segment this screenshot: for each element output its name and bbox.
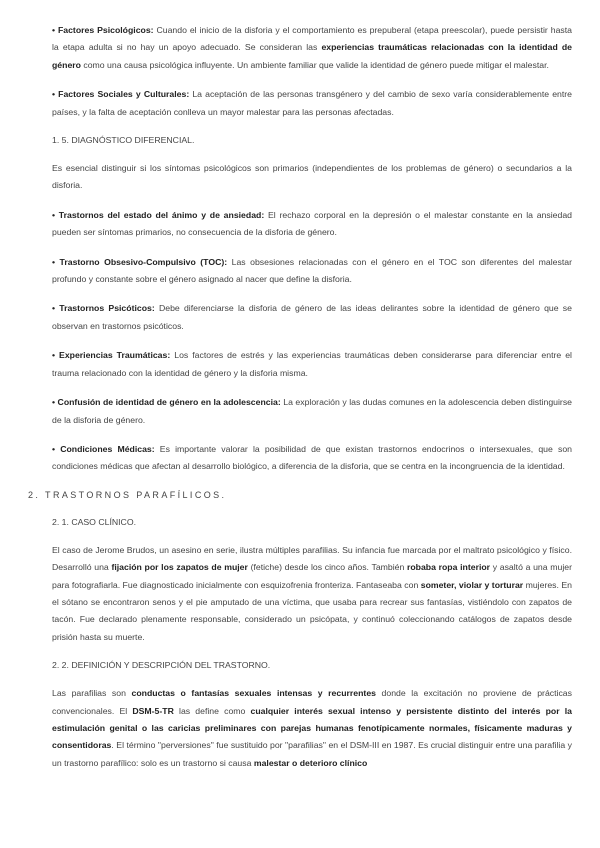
text-run: (fetiche) desde los cinco años. También: [247, 562, 407, 573]
bold-text: conductas o fantasías sexuales intensas y recurrentes: [131, 688, 376, 699]
bold-text: • Trastorno Obsesivo-Compulsivo (TOC):: [52, 256, 228, 267]
bold-text: • Factores Psicológicos:: [52, 25, 154, 35]
text-run: El caso de Jerome Brudos, un asesino en serie, ilustra múltiples parafilias. Su infancia fue marcada por el maltrato psicológico y físico. Desarrolló una: [52, 544, 572, 573]
paragraph-parafilias-definicion: [52, 685, 572, 772]
text-run: La aceptación de las personas transgénero y del cambio de sexo varía considerablemente entre países, y la falta de aceptación conlleva un mayor malestar para las personas afectadas.: [52, 89, 572, 117]
subsection-heading-caso-clinico: 2. 1. CASO CLÍNICO.: [52, 516, 137, 527]
paragraph-trastornos-animo: [52, 207, 572, 242]
text-run: y asaltó a una mujer para fotografiarla. Fue diagnosticado inicialmente con esquizofrenia fronteriza. Fantaseaba con: [52, 562, 572, 590]
bold-text: • Condiciones Médicas:: [52, 443, 155, 454]
paragraph-jerome-brudos: [52, 542, 572, 646]
paragraph-toc: [52, 254, 572, 289]
bold-text: • Trastornos del estado del ánimo y de ansiedad:: [52, 209, 265, 220]
bold-text: • Factores Sociales y Culturales:: [52, 89, 190, 100]
bold-text: • Experiencias Traumáticas:: [52, 350, 171, 361]
text-run: Debe diferenciarse la disforia de género de las ideas delirantes sobre la identidad de género que se observan en trastornos psicóticos.: [52, 303, 572, 331]
subsection-heading-diagnostico-diferencial: 1. 5. DIAGNÓSTICO DIFERENCIAL.: [52, 135, 195, 146]
paragraph-confusion-identidad: [52, 394, 572, 429]
section-heading-trastornos-parafilicos: 2. TRASTORNOS PARAFÍLICOS.: [28, 489, 227, 500]
document-page: [28, 22, 572, 784]
bold-text: cualquier interés sexual intenso y persistente distinto del interés por la estimulación genital o las caricias preliminares con parejas humanas fenotípicamente normales, físicamente maduras y consentidoras: [52, 705, 572, 751]
bold-text: fijación por los zapatos de mujer: [111, 562, 248, 573]
subsection-heading-definicion-descripcion: 2. 2. DEFINICIÓN Y DESCRIPCIÓN DEL TRASTORNO.: [52, 660, 271, 671]
text-run: Las parafilias son: [52, 688, 132, 699]
bold-text: robaba ropa interior: [406, 562, 491, 573]
paragraph-factores-sociales: [52, 86, 572, 121]
bold-text: experiencias traumáticas relacionadas con la identidad de género: [52, 42, 572, 70]
bold-text: • Trastornos Psicóticos:: [52, 303, 155, 314]
paragraph-condiciones-medicas: [52, 441, 572, 476]
bold-text: DSM-5-TR: [132, 705, 174, 716]
text-run: donde la excitación no proviene de prácticas convencionales. El: [52, 688, 572, 716]
paragraph-factores-psicologicos: [52, 22, 572, 74]
bold-text: • Confusión de identidad de género en la adolescencia:: [52, 397, 281, 408]
text-run: como una causa psicológica influyente. Un ambiente familiar que valide la identidad de género puede mitigar el malestar.: [80, 59, 549, 70]
text-run: Cuando el inicio de la disforia y el comportamiento es prepuberal (etapa preescolar), puede persistir hasta la etapa adulta si no hay un apoyo adecuado. Se consideran las: [52, 25, 572, 53]
text-run: . El término "perversiones" fue sustituido por "parafilias" en el DSM-III en 1987. Es crucial distinguir entre una parafilia y un trastorno parafílico: solo es un trastorno si causa: [52, 740, 572, 768]
text-run: Los factores de estrés y las experiencias traumáticas deben considerarse para diferenciar entre el trauma relacionado con la identidad de género y la disforia misma.: [52, 350, 572, 378]
text-run: El rechazo corporal en la depresión o el malestar constante en la ansiedad pueden ser síntomas primarios, no consecuencia de la disforia de género.: [52, 209, 572, 238]
text-run: las define como: [173, 705, 251, 716]
bold-text: someter, violar y torturar: [420, 579, 524, 590]
text-run: Las obsesiones relacionadas con el género en el TOC son diferentes del malestar profundo y constante sobre el género asignado al nacer que define la disforia.: [52, 256, 572, 285]
paragraph-trastornos-psicoticos: [52, 300, 572, 335]
text-run: mujeres. En el sótano se encontraron senos y el pie amputado de una víctima, que usaba para recrear sus fantasías, vistiéndolo con zapatos de tacón. Fue declarado plenamente responsable, considerado un psicópata, y continuó coleccionando catálogos de zapatos desde prisión hasta su muerte.: [52, 579, 572, 642]
paragraph-intro-diagnostico: [52, 160, 572, 195]
text-run: La exploración y las dudas comunes en la adolescencia deben distinguirse de la disforia de género.: [52, 397, 572, 425]
text-run: Es importante valorar la posibilidad de que existan trastornos endocrinos o intersexuales, que son condiciones médicas que afectan al desarrollo biológico, a diferencia de la disforia, que se centra en la incongruencia de la identidad.: [52, 443, 572, 472]
bold-text: malestar o deterioro clínico: [253, 757, 368, 768]
text-run: Es esencial distinguir si los síntomas psicológicos son primarios (independientes de los problemas de género) o secundarios a la disforia.: [52, 163, 572, 191]
paragraph-experiencias-traumaticas: [52, 347, 572, 382]
